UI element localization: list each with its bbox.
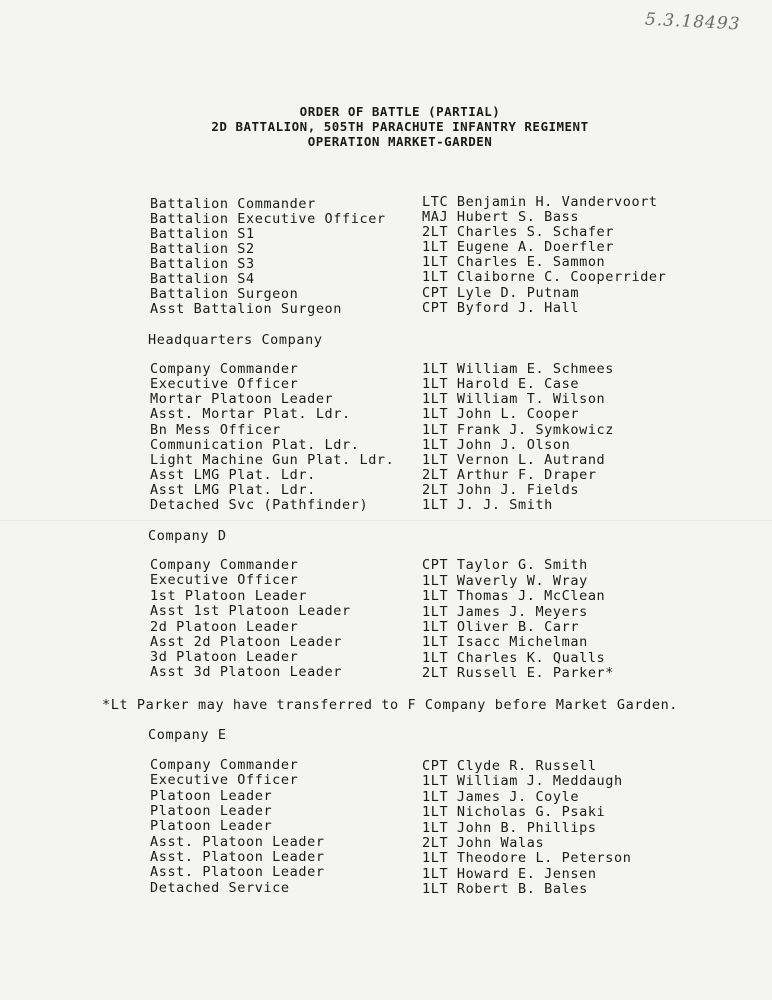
staff-position: Battalion S3 xyxy=(150,256,255,272)
company-d-position: 2d Platoon Leader xyxy=(150,619,299,635)
company-d-position: 3d Platoon Leader xyxy=(150,649,299,665)
company-d-position: Asst 3d Platoon Leader xyxy=(150,664,343,680)
hq-name: 1LT Harold E. Case xyxy=(422,376,580,392)
staff-name: CPT Lyle D. Putnam xyxy=(422,285,580,301)
staff-position: Battalion Surgeon xyxy=(150,286,299,302)
company-d-name: 1LT Oliver B. Carr xyxy=(422,619,580,635)
staff-position: Battalion S1 xyxy=(150,226,255,242)
company-e-position: Platoon Leader xyxy=(150,818,273,834)
hq-name: 1LT Vernon L. Autrand xyxy=(422,452,606,468)
company-e-position: Detached Service xyxy=(150,880,290,896)
company-d-name: 1LT Isacc Michelman xyxy=(422,634,588,650)
hq-name: 2LT John J. Fields xyxy=(422,482,580,498)
staff-position: Battalion Commander xyxy=(150,196,316,212)
staff-position: Battalion Executive Officer xyxy=(150,211,386,227)
hq-position: Asst LMG Plat. Ldr. xyxy=(150,467,316,483)
hq-name: 1LT J. J. Smith xyxy=(422,497,553,513)
hq-position: Asst LMG Plat. Ldr. xyxy=(150,482,316,498)
hq-position: Detached Svc (Pathfinder) xyxy=(150,497,369,513)
staff-name: 2LT Charles S. Schafer xyxy=(422,224,615,240)
company-e-name: 1LT Nicholas G. Psaki xyxy=(422,804,606,820)
section-title-hq: Headquarters Company xyxy=(148,332,323,348)
company-e-name: 1LT John B. Phillips xyxy=(422,820,597,836)
archive-number: 5.3.18493 xyxy=(644,9,741,35)
company-d-name: 1LT James J. Meyers xyxy=(422,604,588,620)
hq-position: Communication Plat. Ldr. xyxy=(150,437,360,453)
company-e-name: 1LT William J. Meddaugh xyxy=(422,773,623,789)
staff-position: Battalion S4 xyxy=(150,271,255,287)
hq-position: Bn Mess Officer xyxy=(150,422,281,438)
company-e-position: Platoon Leader xyxy=(150,788,273,804)
company-e-name: 1LT James J. Coyle xyxy=(422,789,580,805)
staff-name: 1LT Charles E. Sammon xyxy=(422,254,606,270)
staff-name: CPT Byford J. Hall xyxy=(422,300,580,316)
hq-name: 1LT William T. Wilson xyxy=(422,391,606,407)
company-d-position: Company Commander xyxy=(150,557,299,573)
company-d-position: 1st Platoon Leader xyxy=(150,588,308,604)
staff-name: MAJ Hubert S. Bass xyxy=(422,209,580,225)
company-d-position: Asst 1st Platoon Leader xyxy=(150,603,351,619)
company-d-position: Executive Officer xyxy=(150,572,299,588)
company-d-position: Asst 2d Platoon Leader xyxy=(150,634,343,650)
section-title-company-d: Company D xyxy=(148,528,227,544)
company-d-name: CPT Taylor G. Smith xyxy=(422,557,588,573)
company-e-position: Asst. Platoon Leader xyxy=(150,864,325,880)
company-e-position: Asst. Platoon Leader xyxy=(150,849,325,865)
company-e-name: 1LT Howard E. Jensen xyxy=(422,866,597,882)
company-d-name: 2LT Russell E. Parker* xyxy=(422,665,615,681)
company-e-position: Company Commander xyxy=(150,757,299,773)
company-e-name: CPT Clyde R. Russell xyxy=(422,758,597,774)
company-d-name: 1LT Charles K. Qualls xyxy=(422,650,606,666)
hq-position: Asst. Mortar Plat. Ldr. xyxy=(150,406,351,422)
company-e-position: Executive Officer xyxy=(150,772,299,788)
hq-name: 1LT William E. Schmees xyxy=(422,361,615,377)
company-e-name: 2LT John Walas xyxy=(422,835,545,851)
footnote: *Lt Parker may have transferred to F Company before Market Garden. xyxy=(102,697,679,713)
staff-name: 1LT Claiborne C. Cooperrider xyxy=(422,269,667,285)
section-title-company-e: Company E xyxy=(148,727,227,743)
company-e-name: 1LT Robert B. Bales xyxy=(422,881,588,897)
hq-name: 1LT John L. Cooper xyxy=(422,406,580,422)
hq-position: Light Machine Gun Plat. Ldr. xyxy=(150,452,395,468)
company-e-position: Asst. Platoon Leader xyxy=(150,834,325,850)
hq-position: Executive Officer xyxy=(150,376,299,392)
header-unit: 2D BATTALION, 505TH PARACHUTE INFANTRY REGIMENT xyxy=(211,119,589,134)
hq-position: Company Commander xyxy=(150,361,299,377)
staff-name: LTC Benjamin H. Vandervoort xyxy=(422,194,658,210)
staff-position: Battalion S2 xyxy=(150,241,255,257)
hq-name: 1LT John J. Olson xyxy=(422,437,571,453)
hq-position: Mortar Platoon Leader xyxy=(150,391,334,407)
staff-name: 1LT Eugene A. Doerfler xyxy=(422,239,615,255)
document-header xyxy=(150,104,650,149)
hq-name: 1LT Frank J. Symkowicz xyxy=(422,422,615,438)
company-e-name: 1LT Theodore L. Peterson xyxy=(422,850,632,866)
company-d-name: 1LT Thomas J. McClean xyxy=(422,588,606,604)
paper-fold xyxy=(0,520,772,521)
header-title: ORDER OF BATTLE (PARTIAL) xyxy=(299,104,501,119)
hq-name: 2LT Arthur F. Draper xyxy=(422,467,597,483)
company-d-name: 1LT Waverly W. Wray xyxy=(422,573,588,589)
company-e-position: Platoon Leader xyxy=(150,803,273,819)
header-operation: OPERATION MARKET-GARDEN xyxy=(307,134,493,149)
staff-position: Asst Battalion Surgeon xyxy=(150,301,343,317)
